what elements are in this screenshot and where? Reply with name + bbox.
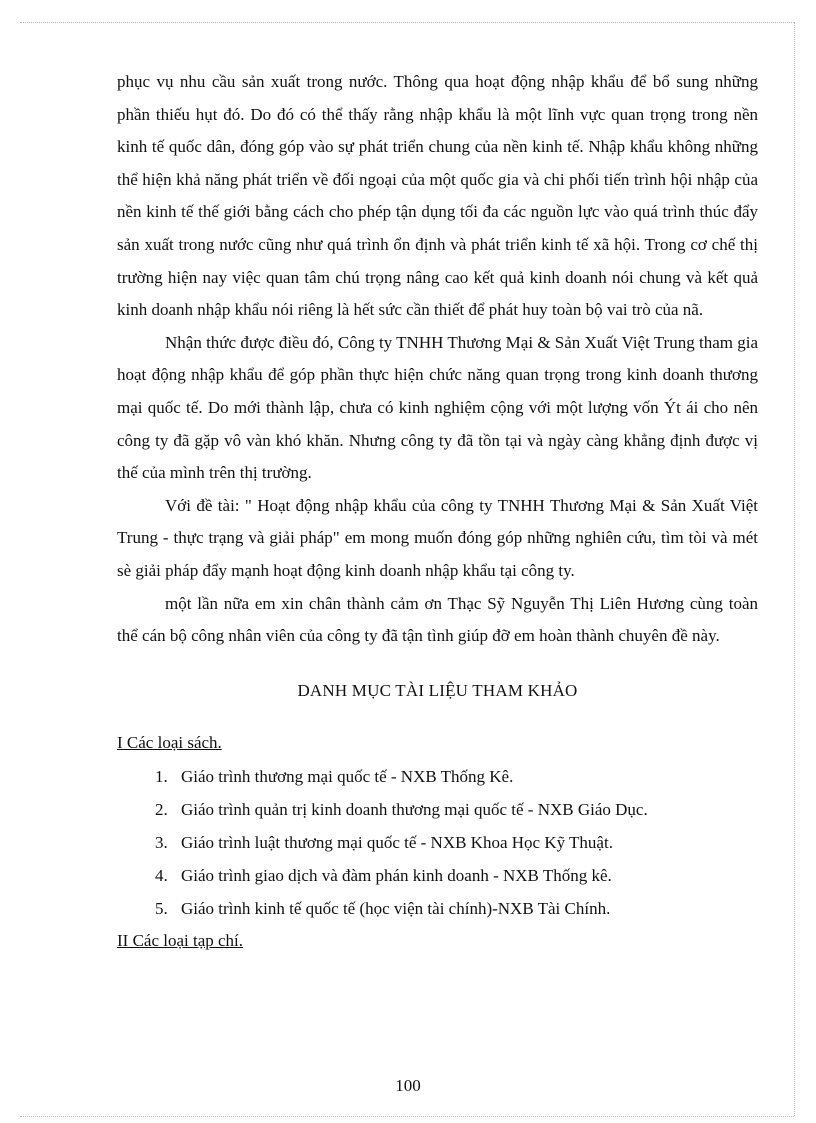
- list-item: [155, 859, 758, 892]
- list-text: Giáo trình giao dịch và đàm phán kinh doanh - NXB Thống kê.: [181, 865, 612, 885]
- references-heading: DANH MỤC TÀI LIỆU THAM KHẢO: [297, 680, 578, 700]
- section-journals-title: II Các loại tạp chí.: [117, 930, 244, 950]
- list-number: 4.: [155, 865, 168, 885]
- list-item: [155, 793, 758, 826]
- book-list: [117, 760, 758, 925]
- list-item: [155, 760, 758, 793]
- list-number: 5.: [155, 898, 168, 918]
- list-text: Giáo trình thương mại quốc tế - NXB Thống Kê.: [181, 766, 514, 786]
- list-number: 3.: [155, 832, 168, 852]
- list-item: [155, 826, 758, 859]
- list-text: Giáo trình quản trị kinh doanh thương mại quốc tế - NXB Giáo Dục.: [181, 799, 648, 819]
- list-text: Giáo trình luật thương mại quốc tế - NXB Khoa Học Kỹ Thuật.: [181, 832, 613, 852]
- paragraph-3: Với đề tài: " Hoạt động nhập khẩu của công ty TNHH Thương Mại & Sản Xuất Việt Trung - thực trạng và giải pháp" em mong muốn đóng góp những nghiên cứu, tìm tòi và mét sè giải pháp đẩy mạnh hoạt động kinh doanh nhập khẩu tại công ty.: [117, 495, 758, 580]
- page-border-right: [794, 22, 795, 1116]
- paragraph-1: phục vụ nhu cầu sản xuất trong nước. Thông qua hoạt động nhập khẩu để bổ sung những phần thiếu hụt đó. Do đó có thể thấy rằng nhập khẩu là một lĩnh vực quan trọng trong nền kinh tế quốc dân, đóng góp vào sự phát triển chung của nền kinh tế. Nhập khẩu không những thể hiện khả năng phát triển về đối ngoại của một quốc gia và chi phối tiến trình hội nhập của nền kinh tế thế giới bằng cách cho phép tận dụng tối đa các nguồn lực vào quá trình thúc đẩy sản xuất trong nước cũng như quá trình ổn định và phát triển kinh tế xã hội. Trong cơ chế thị trường hiện nay việc quan tâm chú trọng nâng cao kết quả kinh doanh nói chung và kết quả kinh doanh nhập khẩu nói riêng là hết sức cần thiết để phát huy toàn bộ vai trò của nã.: [117, 72, 758, 320]
- list-number: 2.: [155, 799, 168, 819]
- document-body: [117, 66, 758, 957]
- list-number: 1.: [155, 766, 168, 786]
- page-border-bottom: [20, 1116, 794, 1117]
- paragraph-4: một lần nữa em xin chân thành cảm ơn Thạc Sỹ Nguyễn Thị Liên Hương cùng toàn thể cán bộ công nhân viên của công ty đã tận tình giúp đỡ em hoàn thành chuyên đề này.: [117, 593, 758, 646]
- page-number: 100: [395, 1076, 421, 1095]
- paragraph-2: Nhận thức được điều đó, Công ty TNHH Thương Mại & Sản Xuất Việt Trung tham gia hoạt động nhập khẩu để góp phần thực hiện chức năng quan trọng trong kinh doanh thương mại quốc tế. Do mới thành lập, chưa có kinh nghiệm cộng với một lượng vốn Ýt ái cho nên công ty đã gặp vô vàn khó khăn. Nhưng công ty đã tồn tại và ngày càng khẳng định được vị thế của mình trên thị trường.: [117, 332, 758, 483]
- section-books-title: I Các loại sách.: [117, 733, 222, 753]
- list-item: [155, 892, 758, 925]
- list-text: Giáo trình kinh tế quốc tế (học viện tài chính)-NXB Tài Chính.: [181, 898, 611, 918]
- page-border-top: [20, 22, 794, 23]
